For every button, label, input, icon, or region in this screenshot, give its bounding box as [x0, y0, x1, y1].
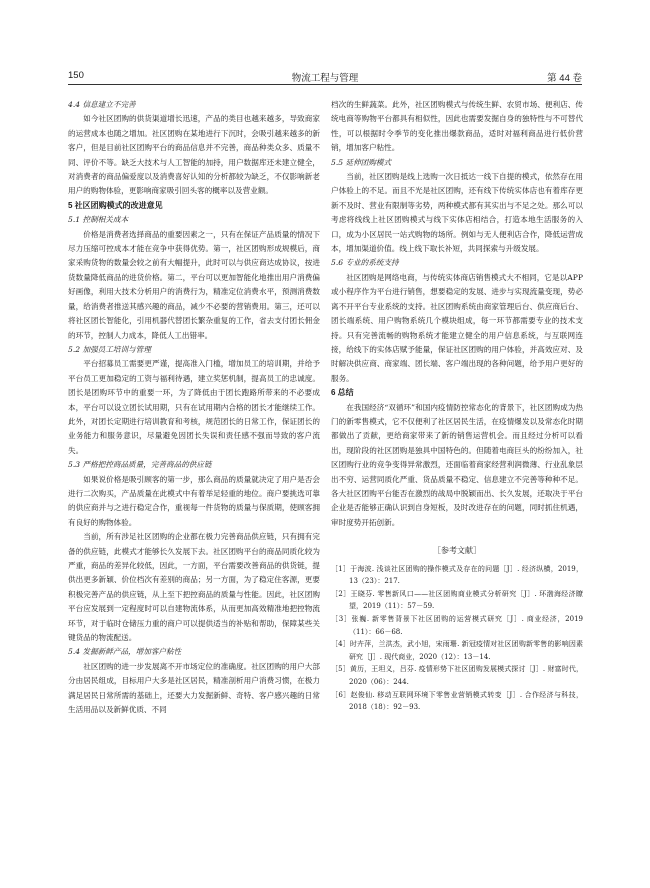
body-paragraph: 平台招募员工需要更严谨，提高准入门槛，增加员工的培训期，并给予平台员工更加稳定的工资与福利待遇，建立奖惩机制，提高员工的忠诚度。团长是团购环节中的重要一环，为了降低由于团长跑路所带来的不必要成本，平台可以设立团长试用期，只有在试用期内合格的团长才能继续工作。此外，对团长定期进行培训教育和考核，规范团长的日常工作，保证团长的业务能力和服务意识，尽量避免因团长失误和责任感不强而导致的客户流失。	[68, 359, 320, 455]
left-column	[68, 98, 320, 717]
body-paragraph: 档次的生鲜蔬菜。此外，社区团购模式与传统生鲜、农贸市场、便利店、传统电商等购物平台都具有相似性，因此也需要发掘自身的独特性与不可替代性，可以根据时令季节的变化推出爆款商品，适时对福利商品进行低价营销，增加客户粘性。	[331, 100, 583, 153]
section-heading: 5 社区团购模式的改进意见	[68, 200, 163, 210]
subsection-heading: 5.1 控制相关成本	[68, 215, 129, 225]
body-paragraph: 社区团购是网络电商，与传统实体商店销售模式大不相同，它是以APP或小程序作为平台进行销售，想要稳定的发展、进步与实现流量变现，势必离不开平台专业系统的支持。社区团购系统由商家管理后台、供应商后台、团长端系统、用户购物系统几个模块组成，每一环节都需要专业的技术支持。只有完善流畅的购物系统才能建立健全的用户信息系统，与互联网连接，给线下的实体店赋予能量，保证社区团购的用户体验，并高效应对、及时解决供应商、商家端、团长端、客户端出现的各种问题，给予用户更好的服务。	[331, 272, 583, 383]
body-paragraph: 当前，所有涉足社区团购的企业都在极力完善商品供应链，只有拥有完备的供应链，此模式才能够长久发展下去。社区团购平台的商品同质化较为严重，商品的差异化较低，因此，一方面，平台需要改善商品的供货链，提供出更多新颖、价位档次有差别的商品；另一方面，为了稳定住客源，更要积极完善产品的供应链，从上至下把控商品的质量与性能。因此，社区团购平台应发展到一定程度时可以自建物流体系，从而更加高效精准地把控物流环节，对于临时仓储压力重的商户可以提供适当的补贴和帮助，保障某些关键货品的物流配送。	[68, 532, 320, 643]
references-list	[331, 563, 583, 714]
subsection-heading: 5.6 专业的系统支持	[331, 258, 399, 268]
body-paragraph: 如果说价格是吸引顾客的第一步，那么商品的质量就决定了用户是否会进行二次购买，产品质量在此模式中有着举足轻重的地位。商户要挑选可靠的供应商并与之进行稳定合作，重视每一件货物的质量与保质期，使顾客拥有良好的购物体验。	[68, 474, 320, 527]
reference-item: ［3］张巍. 新零售背景下社区团购的运营模式研究［J］. 商业经济，2019（11）：66－68.	[331, 614, 583, 636]
reference-item: ［4］时卉萍，兰洪杰，武小旭，宋雨珊. 新冠疫情对社区团购新零售的影响因素研究［J］. 现代商业，2020（12）：13－14.	[331, 640, 583, 661]
references-title: ［参考文献］	[433, 546, 481, 556]
subsection-heading: 4.4 信息建立不完善	[68, 100, 136, 109]
subsection-heading: 5.5 延伸团购模式	[331, 157, 392, 167]
reference-item: ［1］于海波. 浅谈社区团购的操作模式及存在的问题［J］. 经济纵横，2019，13（23）：217.	[331, 564, 583, 586]
right-column	[331, 98, 583, 714]
volume-label: 第 44 卷	[547, 73, 582, 84]
reference-item: ［2］王晓芬. 零售新风口——社区团购商业模式分析研究［J］. 环渤海经济瞭望，2019（11）：57－59.	[331, 589, 583, 611]
right-column-body	[331, 98, 583, 530]
subsection-heading: 5.2 加强员工培训与管理	[68, 344, 151, 354]
journal-name: 物流工程与管理	[291, 73, 359, 84]
subsection-heading: 5.3 严格把控商品质量，完善商品的供应链	[68, 460, 212, 470]
body-paragraph: 如今社区团购的供货渠道增长迅速，产品的类目也越来越多，导致商家的运营成本也随之增加。社区团购在某地进行下沉时，会吸引越来越多的新客户，但是目前社区团购平台的商品信息并不完善，商品种类众多、质量不同、评价不等。缺乏大技术与人工智能的加持，用户数据库还未建立健全，对消费者的商品偏爱度以及消费喜好认知的分析都较为缺乏，不仅影响新老用户的购物体验，更影响商家吸引回头客的概率以及营业额。	[68, 114, 320, 196]
page-number: 150	[68, 70, 84, 81]
body-paragraph: 社区团购的进一步发展离不开市场定位的准确度。社区团购的用户大部分由居民组成，目标用户大多是社区居民，精准剖析用户消费习惯，在极力满足居民日常所需的基础上，还要大力发掘新鲜、奇特、客户感兴趣的日常生活用品以及新鲜优质、不同	[68, 661, 320, 715]
reference-item: ［5］黄历，王坦义，吕芬. 疫情形势下社区团购发展模式探讨［J］. 财富时代，2020（06）：244.	[331, 665, 583, 686]
body-paragraph: 价格是消费者选择商品的重要因素之一，只有在保证产品质量的情况下尽力压缩可控成本才能在竞争中获得优势。第一，社区团购形成规模后，商家采购货物的数量会较之前有大幅提升，此时可以与供应商达成协议，按进货数量降低商品的进货价格。第二，平台可以更加智能化地推出用户消费偏好画像，利用大技术分析用户的消费行为，精准定位消费水平，预测消费数量，给消费者推送其感兴趣的商品，减少不必要的营销费用。第三，还可以将社区团长智能化，引用机器代替团长繁杂重复的工作，省去支付团长佣金的环节，控制人力成本，降低人工出错率。	[68, 229, 320, 340]
reference-item: ［6］赵俊仙. 移动互联网环境下零售业营销模式转变［J］. 合作经济与科技，2018（18）：92－93.	[331, 690, 583, 712]
body-paragraph: 在我国经济“双循环”和国内疫情防控常态化的背景下，社区团购成为热门的新零售模式，它不仅便利了社区居民生活，在疫情爆发以及常态化时期都做出了贡献，更给商家带来了新的销售运营机会。而且经过分析可以看出，现阶段的社区团购是独具中国特色的。但随着电商巨头的纷纷加入，社区团购行业的竞争变得异常激烈，还面临着商家经营利润微薄、行业乱象层出不穷、运营同质化严重、货品质量不稳定、信息建立不完善等种种不足。各大社区团购平台能否在激烈的战局中脱颖而出、长久发展，还取决于平台企业是否能够正确认识到自身短板，及时改进存在的问题，同时抓住机遇，审时度势开拓创新。	[331, 402, 583, 527]
section-heading: 6 总结	[331, 388, 354, 398]
subsection-heading: 5.4 发掘新鲜产品，增加客户粘性	[68, 647, 182, 657]
body-paragraph: 当前，社区团购是线上选购一次日抵达一线下自提的模式，依然存在用户体验上的不足。而且不光是社区团购，还有线下传统实体店也有着库存更新不及时、营业有限制等劣势，两种模式都有其实出与不足之处。那么可以考虑将线线上社区团购模式与线下实体店相结合，打造本地生活服务的入口，成为小区居民一站式购物的场所。例如与无人便利店合作，降低运营成本，增加渠道价值。线上线下取长补短，共同探索与升级发展。	[331, 172, 583, 254]
running-header	[68, 70, 582, 85]
